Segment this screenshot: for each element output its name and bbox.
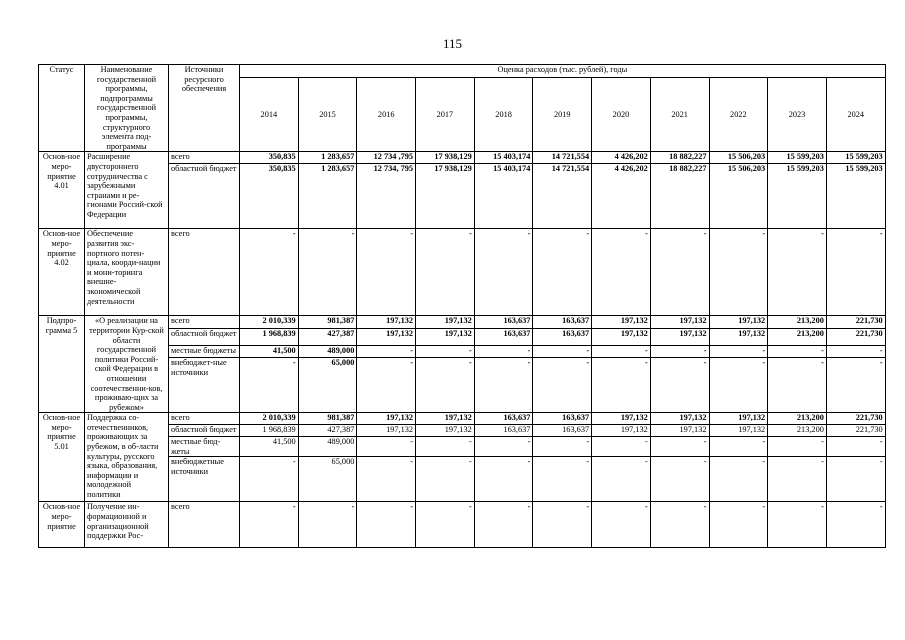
value-cell: - [650,229,709,316]
value-cell: 213,200 [768,328,827,345]
header-year: 2016 [357,78,416,152]
value-cell: - [826,502,885,548]
value-cell: 17 938,129 [416,152,475,164]
value-cell: 221,730 [826,425,885,437]
value-cell: - [826,345,885,357]
value-cell: 15 506,203 [709,152,768,164]
source-cell: всего [169,502,240,548]
value-cell: - [357,345,416,357]
value-cell: 197,132 [416,328,475,345]
header-year: 2022 [709,78,768,152]
value-cell: - [357,358,416,413]
value-cell: 163,637 [474,316,533,328]
source-cell: местные бюд-жеты [169,437,240,457]
value-cell: - [826,437,885,457]
name-cell: Обеспечение развития экс-портного потен-циала, коорди-нации и мони-торинга внешне-экономической деятельности [85,229,169,316]
value-cell: - [533,437,592,457]
value-cell: - [826,229,885,316]
value-cell: 15 599,203 [826,152,885,164]
value-cell: - [240,457,299,502]
value-cell: - [709,437,768,457]
value-cell: 17 938,129 [416,164,475,229]
table-header [39,65,886,152]
value-cell: - [709,502,768,548]
value-cell: - [826,457,885,502]
value-cell: 213,200 [768,316,827,328]
value-cell: - [474,502,533,548]
value-cell: - [768,457,827,502]
value-cell: 41,500 [240,345,299,357]
value-cell: - [416,229,475,316]
source-cell: областной бюджет [169,328,240,345]
value-cell: 1 968,839 [240,425,299,437]
value-cell: 197,132 [592,316,651,328]
value-cell: 197,132 [650,328,709,345]
value-cell: - [240,502,299,548]
value-cell: 197,132 [357,328,416,345]
value-cell: 1 283,657 [298,152,357,164]
table-row [39,229,886,316]
value-cell: 197,132 [357,316,416,328]
value-cell: 489,000 [298,345,357,357]
value-cell: 12 734 ,795 [357,152,416,164]
value-cell: 197,132 [709,316,768,328]
value-cell: - [592,358,651,413]
value-cell: - [474,358,533,413]
value-cell: 12 734, 795 [357,164,416,229]
value-cell: 350,835 [240,164,299,229]
value-cell: 163,637 [533,316,592,328]
header-year: 2024 [826,78,885,152]
value-cell: - [474,437,533,457]
value-cell: - [650,437,709,457]
status-cell: Основ-ное меро-приятие [39,502,85,548]
value-cell: - [709,345,768,357]
header-year: 2020 [592,78,651,152]
status-cell: Подпро-грамма 5 [39,316,85,413]
value-cell: - [650,358,709,413]
value-cell: - [357,457,416,502]
value-cell: 427,387 [298,425,357,437]
value-cell: - [416,358,475,413]
value-cell: 350,835 [240,152,299,164]
value-cell: - [768,229,827,316]
value-cell: - [474,229,533,316]
value-cell: - [474,457,533,502]
value-cell: 197,132 [650,316,709,328]
value-cell: 981,387 [298,413,357,425]
value-cell: - [357,229,416,316]
value-cell: - [298,502,357,548]
source-cell: областной бюджет [169,425,240,437]
value-cell: 197,132 [357,425,416,437]
value-cell: 221,730 [826,316,885,328]
value-cell: 4 426,202 [592,164,651,229]
value-cell: - [709,229,768,316]
value-cell: 197,132 [416,413,475,425]
value-cell: 15 599,203 [768,164,827,229]
status-cell: Основ-ное меро-приятие 5.01 [39,413,85,502]
value-cell: - [240,229,299,316]
source-cell: внебюджетные источники [169,457,240,502]
status-cell: Основ-ное меро-приятие 4.01 [39,152,85,229]
value-cell: - [533,502,592,548]
value-cell: 18 882,227 [650,152,709,164]
source-cell: всего [169,229,240,316]
header-year: 2014 [240,78,299,152]
name-cell: Получение ин-формационной и организационной поддержки Рос- [85,502,169,548]
value-cell: 14 721,554 [533,164,592,229]
value-cell: 163,637 [533,425,592,437]
page-number: 115 [442,36,463,51]
table-row [39,316,886,328]
source-cell: областной бюджет [169,164,240,229]
value-cell: 427,387 [298,328,357,345]
value-cell: 197,132 [592,413,651,425]
value-cell: 197,132 [709,425,768,437]
value-cell: - [768,358,827,413]
value-cell: - [592,229,651,316]
value-cell: 981,387 [298,316,357,328]
value-cell: 213,200 [768,425,827,437]
value-cell: - [592,437,651,457]
value-cell: - [240,358,299,413]
header-year: 2023 [768,78,827,152]
value-cell: 163,637 [533,328,592,345]
value-cell: - [533,457,592,502]
value-cell: 197,132 [650,425,709,437]
source-cell: местные бюджеты [169,345,240,357]
value-cell: - [768,437,827,457]
value-cell: - [650,457,709,502]
table-row [39,413,886,425]
table-row [39,502,886,548]
header-year: 2019 [533,78,592,152]
value-cell: - [592,345,651,357]
value-cell: 221,730 [826,413,885,425]
value-cell: - [709,358,768,413]
value-cell: 4 426,202 [592,152,651,164]
header-year: 2021 [650,78,709,152]
value-cell: 15 599,203 [826,164,885,229]
name-cell: «О реализации на территории Кур-ской области государственной политики Россий-ской Федерации в отношении соотечественни-ков, проживаю-щих за рубежом» [85,316,169,413]
header-estimate: Оценка расходов (тыс. рублей), годы [240,65,886,78]
value-cell: 1 968,839 [240,328,299,345]
value-cell: - [416,457,475,502]
value-cell: 197,132 [592,328,651,345]
value-cell: 197,132 [357,413,416,425]
name-cell: Поддержка со-отечественников, проживающих за рубежом, в об-ласти культуры, русского языка, образования, информации и молодежной политики [85,413,169,502]
value-cell: - [709,457,768,502]
value-cell: 18 882,227 [650,164,709,229]
table-row [39,152,886,164]
header-status: Статус [39,65,85,152]
value-cell: 163,637 [474,413,533,425]
value-cell: - [416,437,475,457]
value-cell: 41,500 [240,437,299,457]
value-cell: 197,132 [592,425,651,437]
value-cell: - [592,502,651,548]
value-cell: 197,132 [709,413,768,425]
value-cell: 163,637 [533,413,592,425]
value-cell: 213,200 [768,413,827,425]
value-cell: 197,132 [416,425,475,437]
source-cell: всего [169,413,240,425]
value-cell: - [650,345,709,357]
header-sources: Источники ресурсного обеспечения [169,65,240,152]
value-cell: - [474,345,533,357]
value-cell: 163,637 [474,328,533,345]
value-cell: 2 010,339 [240,413,299,425]
value-cell: 197,132 [416,316,475,328]
name-cell: Расширение двустороннего сотрудничества с зарубежными странами и ре-гионами Россий-ской Федерации [85,152,169,229]
value-cell: 15 403,174 [474,152,533,164]
source-cell: всего [169,316,240,328]
source-cell: внебюджет-ные источники [169,358,240,413]
value-cell: 65,000 [298,358,357,413]
value-cell: - [533,229,592,316]
value-cell: - [416,502,475,548]
value-cell: - [357,502,416,548]
value-cell: - [533,358,592,413]
header-year: 2018 [474,78,533,152]
value-cell: 1 283,657 [298,164,357,229]
value-cell: 2 010,339 [240,316,299,328]
value-cell: - [533,345,592,357]
value-cell: 489,000 [298,437,357,457]
value-cell: - [357,437,416,457]
value-cell: 65,000 [298,457,357,502]
value-cell: - [592,457,651,502]
value-cell: - [650,502,709,548]
status-cell: Основ-ное меро-приятие 4.02 [39,229,85,316]
value-cell: 197,132 [709,328,768,345]
value-cell: - [416,345,475,357]
value-cell: 15 506,203 [709,164,768,229]
header-year: 2015 [298,78,357,152]
value-cell: - [768,345,827,357]
header-year: 2017 [416,78,475,152]
value-cell: 15 403,174 [474,164,533,229]
value-cell: - [768,502,827,548]
value-cell: - [826,358,885,413]
value-cell: 197,132 [650,413,709,425]
value-cell: - [298,229,357,316]
source-cell: всего [169,152,240,164]
value-cell: 15 599,203 [768,152,827,164]
value-cell: 14 721,554 [533,152,592,164]
value-cell: 163,637 [474,425,533,437]
budget-table [38,64,886,548]
header-name: Наименование государственной программы, подпрограммы государственной программы, структурного элемента под-программы [85,65,169,152]
value-cell: 221,730 [826,328,885,345]
